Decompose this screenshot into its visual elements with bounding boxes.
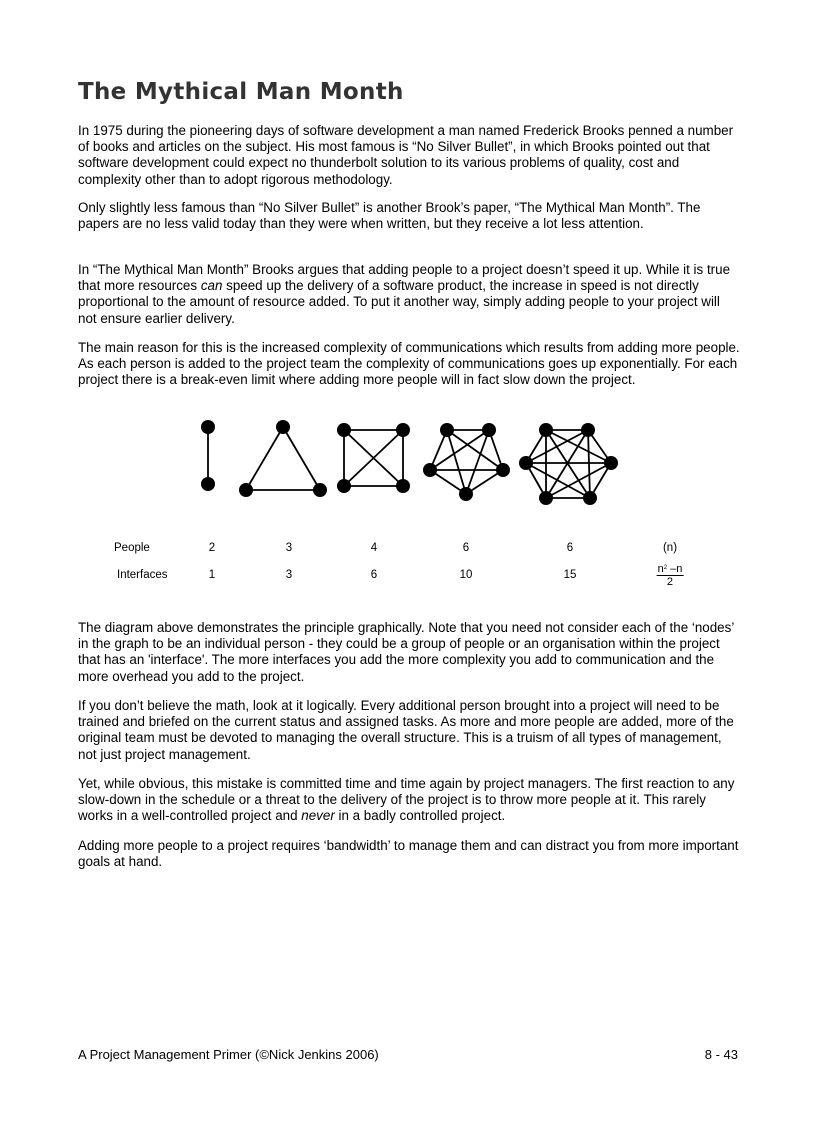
footer-page-number: 8 - 43 <box>704 1047 738 1062</box>
graph-node <box>337 423 351 437</box>
paragraph-logic: If you don’t believe the math, look at it logically. Every additional person brought into a project will need to be trained and briefed on the current status and assigned tasks. As more and more people are added, more of the original team must be devoted to managing the overall structure. This is a truism of all types of management, not just project management. <box>78 698 734 762</box>
page-title: The Mythical Man Month <box>78 79 404 105</box>
graph-edge <box>447 430 503 470</box>
graph-edge <box>447 430 466 494</box>
formula-denominator: 2 <box>666 576 674 588</box>
emphasis-can: can <box>200 278 223 294</box>
interfaces-formula <box>657 563 684 588</box>
graph-node <box>201 477 215 491</box>
paragraph-diagram-explanation: The diagram above demonstrates the principle graphically. Note that you need not consider each of the ‘nodes’ in the graph to be an individual person - they could be a group of people or an organisation within the project that has an 'interface'. The more interfaces you add the more complexity you add to communication and the more overhead you add to the project. <box>78 620 734 684</box>
people-count: (n) <box>662 542 678 554</box>
interfaces-count: 3 <box>285 569 293 581</box>
paragraph-text: speed up the delivery of a software product, the increase in speed is not directly proportional to the amount of resource added. To put it another way, simply adding people to your project will not ensure earlier delivery. <box>78 278 720 326</box>
paragraph-text: in a badly controlled project. <box>334 808 506 824</box>
formula-exponent: 2 <box>663 565 668 571</box>
emphasis-never: never <box>301 808 335 824</box>
footer-title: A Project Management Primer (©Nick Jenkins 2006) <box>78 1047 379 1062</box>
paragraph-complexity: The main reason for this is the increased complexity of communications which results from adding more people. As each person is added to the project team the complexity of communications goes up exponentially. For each project there is a break-even limit where adding more people will in fact slow down the project. <box>78 340 740 388</box>
graph-node <box>396 423 410 437</box>
interfaces-count: 6 <box>370 569 378 581</box>
graph-node <box>239 483 253 497</box>
interfaces-count: 15 <box>563 569 577 581</box>
formula-n: n <box>657 563 664 575</box>
graph-edge <box>588 430 590 498</box>
graph-node <box>482 423 496 437</box>
paragraph-text: In “The Mythical Man Month” Brooks argues that adding people to a project doesn’t speed it up. While it is true that more resources <box>78 262 731 294</box>
people-count: 2 <box>208 542 216 554</box>
graph-node <box>496 463 510 477</box>
people-count: 4 <box>370 542 378 554</box>
graph-edge <box>466 430 489 494</box>
formula-minus-n: –n <box>667 563 683 575</box>
graph-edge <box>246 427 283 490</box>
graph-node <box>581 423 595 437</box>
graph-node <box>201 420 215 434</box>
people-row-label: People <box>114 542 150 554</box>
paragraph-bandwidth: Adding more people to a project requires ‘bandwidth’ to manage them and can distract you from more important goals at hand. <box>78 838 739 870</box>
graph-node <box>604 456 618 470</box>
people-count: 3 <box>285 542 293 554</box>
graph-node <box>276 420 290 434</box>
formula-numerator <box>657 563 684 576</box>
interfaces-count: 1 <box>208 569 216 581</box>
interfaces-count: 10 <box>459 569 473 581</box>
graph-node <box>459 487 473 501</box>
graph-node <box>337 479 351 493</box>
graph-node <box>396 479 410 493</box>
paragraph-mythical-man-month: Only slightly less famous than “No Silver Bullet” is another Brook’s paper, “The Mythical Man Month”. The papers are no less valid today than they were when written, but they receive a lot less attention. <box>78 200 701 232</box>
graph-node <box>583 491 597 505</box>
paragraph-common-mistake <box>78 776 740 825</box>
graph-node <box>423 463 437 477</box>
people-count: 6 <box>462 542 470 554</box>
graph-node <box>313 483 327 497</box>
people-count: 6 <box>566 542 574 554</box>
graph-node <box>440 423 454 437</box>
graph-edge <box>283 427 320 490</box>
graph-node <box>519 456 533 470</box>
graph-node <box>539 491 553 505</box>
graph-node <box>539 423 553 437</box>
interfaces-row-label: Interfaces <box>117 569 168 581</box>
paragraph-text: Yet, while obvious, this mistake is committed time and time again by project managers. The first reaction to any slow-down in the schedule or a threat to the delivery of the project is to throw more people at it. This rarely works in a well-controlled project and <box>78 776 735 824</box>
paragraph-intro: In 1975 during the pioneering days of software development a man named Frederick Brooks penned a number of books and articles on the subject. His most famous is “No Silver Bullet”, in which Brooks pointed out that software development could expect no thunderbolt solution to its various problems of quality, cost and complexity other than to adopt rigorous methodology. <box>78 123 734 187</box>
